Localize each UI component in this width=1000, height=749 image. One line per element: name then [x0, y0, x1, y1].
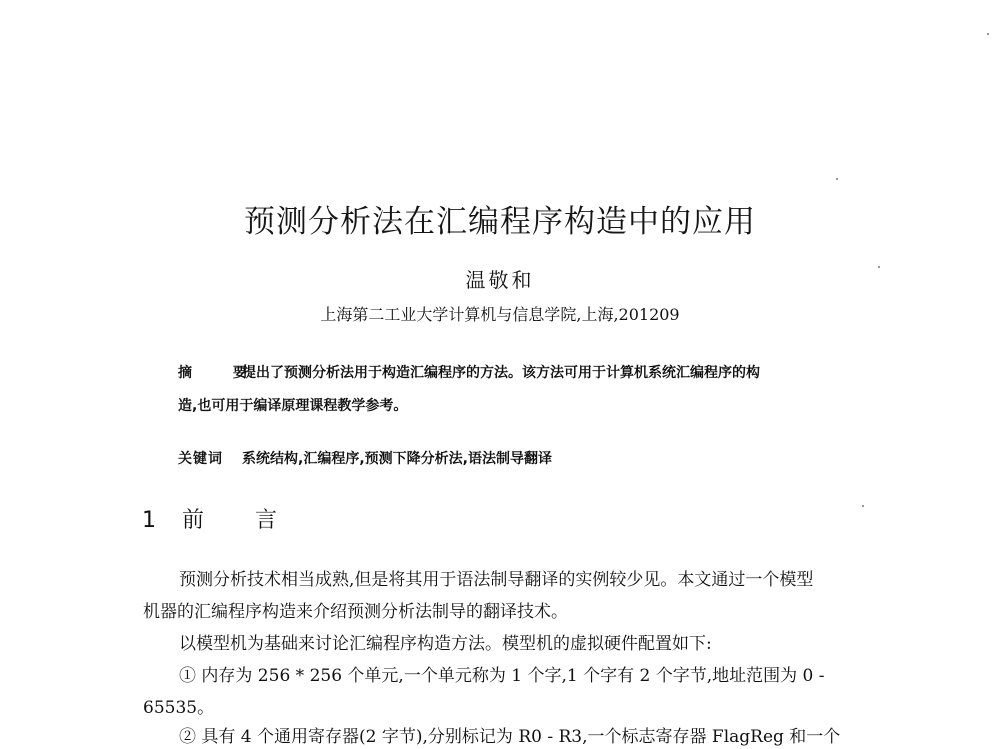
paragraph-1-line-1: 预测分析技术相当成熟,但是将其用于语法制导翻译的实例较少见。本文通过一个模型	[179, 570, 814, 590]
keywords-text: 系统结构,汇编程序,预测下降分析法,语法制导翻译	[242, 451, 552, 467]
keywords-label: 关键词	[178, 451, 223, 467]
scan-speck	[862, 505, 864, 507]
section-number: 1	[142, 508, 156, 533]
paragraph-1-line-2: 机器的汇编程序构造来介绍预测分析法制导的翻译技术。	[143, 602, 568, 622]
section-heading	[142, 503, 299, 534]
scan-speck	[987, 33, 989, 35]
paper-title: 预测分析法在汇编程序构造中的应用	[244, 204, 756, 240]
list-item-1-line-1: ① 内存为 256 * 256 个单元,一个单元称为 1 个字,1 个字有 2 个字节,地址范围为 0 -	[179, 666, 825, 686]
scan-speck	[836, 178, 838, 180]
list-item-1-line-2: 65535。	[143, 698, 215, 718]
abstract-line-1: 提出了预测分析法用于构造汇编程序的方法。该方法可用于计算机系统汇编程序的构	[242, 365, 760, 381]
section-title: 前 言	[182, 508, 299, 533]
list-item-2-line-1: ② 具有 4 个通用寄存器(2 字节),分别标记为 R0 - R3,一个标志寄存器 FlagReg 和一个	[179, 727, 841, 747]
scan-speck	[878, 266, 880, 268]
paragraph-2: 以模型机为基础来讨论汇编程序构造方法。模型机的虚拟硬件配置如下:	[179, 634, 712, 654]
author-affiliation: 上海第二工业大学计算机与信息学院,上海,201209	[320, 305, 680, 324]
author-name: 温敬和	[465, 268, 535, 292]
abstract-line-2: 造,也可用于编译原理课程教学参考。	[178, 398, 408, 414]
abstract-label: 摘 要	[178, 365, 265, 381]
